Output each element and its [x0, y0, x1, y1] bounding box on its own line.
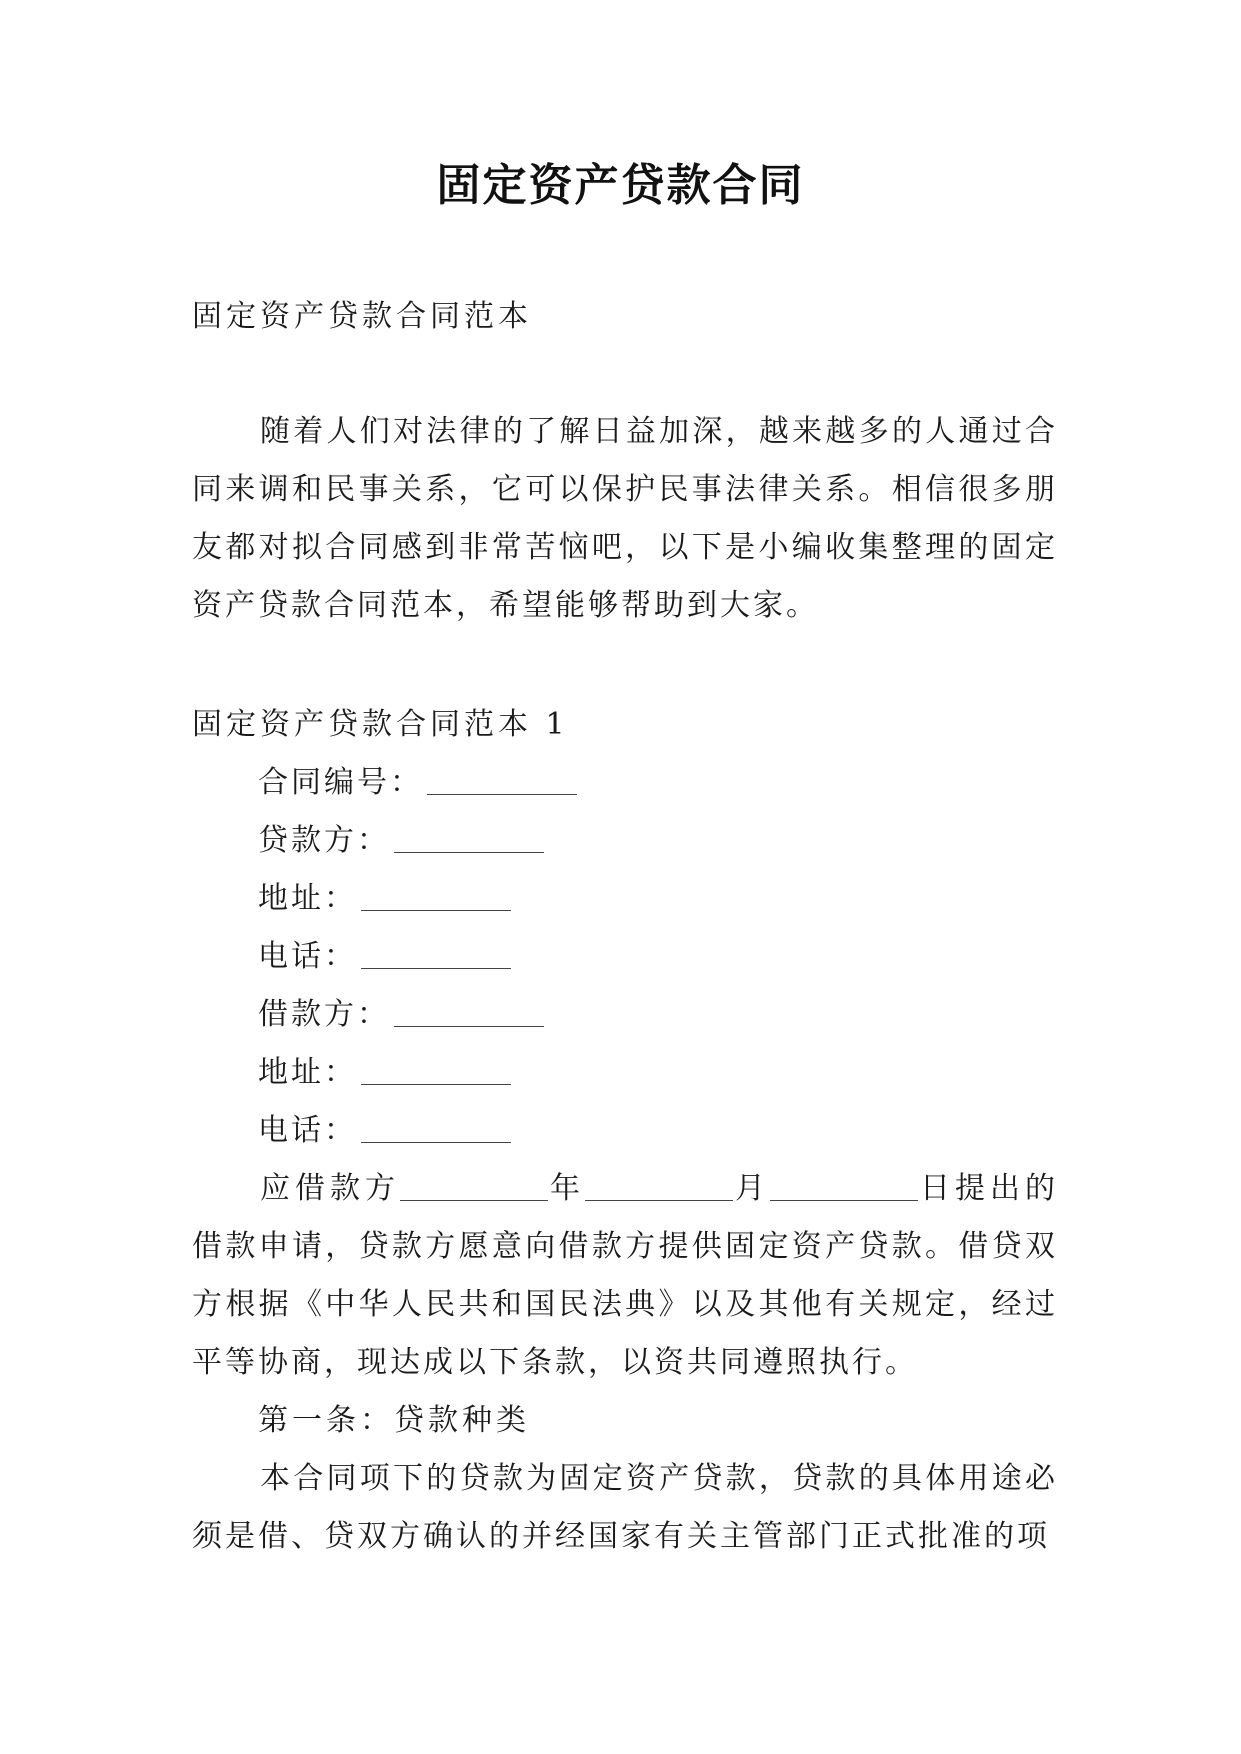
field-label: 贷款方： [258, 823, 390, 858]
year-label: 年 [548, 1171, 585, 1206]
document-subtitle: 固定资产贷款合同范本 [192, 299, 532, 334]
fill-blank [361, 880, 511, 911]
fill-blank [394, 822, 544, 853]
month-label: 月 [733, 1171, 770, 1206]
field-label: 电话： [258, 939, 357, 974]
fill-blank [361, 1054, 511, 1085]
article-1-body: 本合同项下的贷款为固定资产贷款，贷款的具体用途必须是借、贷双方确认的并经国家有关主管部门正式批准的项 [192, 1461, 1058, 1554]
field-label: 合同编号： [258, 765, 423, 800]
field-label: 电话： [258, 1113, 357, 1148]
field-label: 地址： [258, 881, 357, 916]
contract-fields [258, 754, 577, 1160]
fill-blank [394, 996, 544, 1027]
field-label: 借款方： [258, 997, 390, 1032]
document-title: 固定资产贷款合同 [436, 160, 805, 211]
field-borrower-address [258, 1044, 577, 1102]
fill-blank [427, 764, 577, 795]
section-title: 固定资产贷款合同范本 1 [192, 707, 569, 742]
field-contract-number [258, 754, 577, 812]
field-label: 地址： [258, 1055, 357, 1090]
field-borrower-phone [258, 1102, 577, 1160]
field-lender [258, 812, 577, 870]
article-1-title: 第一条：贷款种类 [258, 1403, 530, 1438]
intro-paragraph: 随着人们对法律的了解日益加深，越来越多的人通过合同来调和民事关系，它可以保护民事法律关系。相信很多朋友都对拟合同感到非常苦恼吧，以下是小编收集整理的固定资产贷款合同范本，希望能够帮助到大家。 [192, 414, 1058, 623]
application-paragraph [192, 1160, 1058, 1392]
application-body: 日提出的借款申请，贷款方愿意向借款方提供固定资产贷款。借贷双方根据《中华人民共和国民法典》以及其他有关规定，经过平等协商，现达成以下条款，以资共同遵照执行。 [192, 1171, 1058, 1380]
field-borrower [258, 986, 577, 1044]
application-prefix: 应借款方 [260, 1171, 400, 1206]
field-lender-phone [258, 928, 577, 986]
fill-blank [361, 1112, 511, 1143]
fill-blank [400, 1172, 548, 1201]
fill-blank [585, 1172, 733, 1201]
field-lender-address [258, 870, 577, 928]
fill-blank [770, 1172, 918, 1201]
fill-blank [361, 938, 511, 969]
